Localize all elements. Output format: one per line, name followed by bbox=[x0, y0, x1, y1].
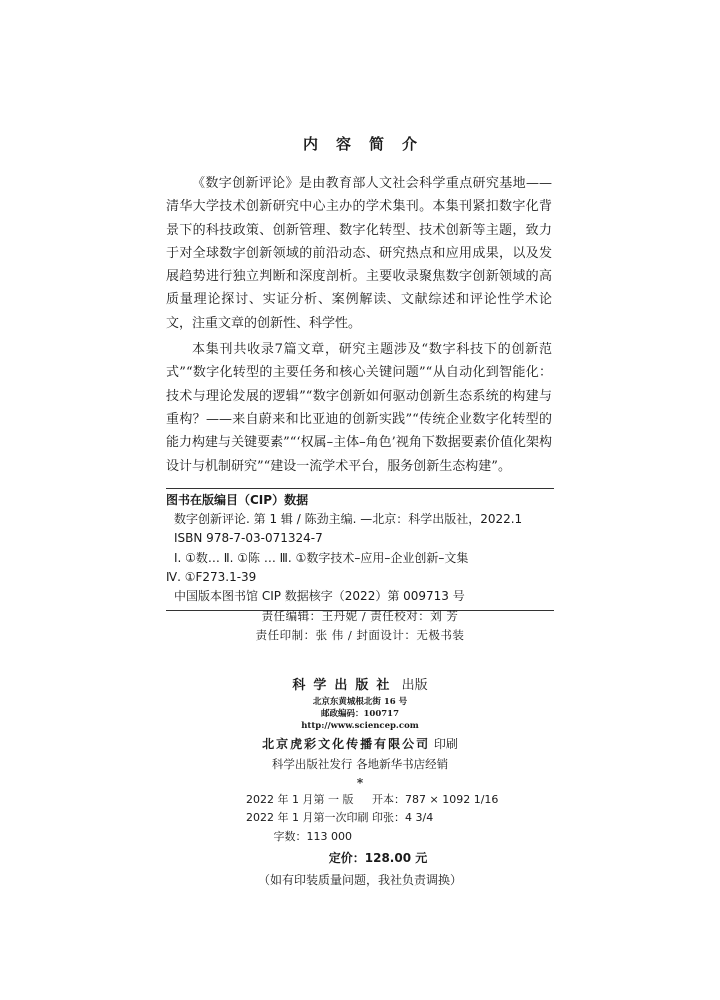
cip-data-block bbox=[166, 488, 554, 611]
publisher-url: http://www.sciencep.com bbox=[301, 721, 419, 731]
spec-row-words bbox=[0, 828, 720, 846]
editor-credits bbox=[0, 607, 720, 645]
summary-paragraph-2: 本集刊共收录7篇文章，研究主题涉及“数字科技下的创新范式”“数字化转型的主要任务和核心关键问题”“从自动化到智能化：技术与理论发展的逻辑”“数字创新如何驱动创新生态系统的构建与重构？——来自蔚来和比亚迪的创新实践”“传统企业数字化转型的能力构建与关键要素”“‘权属–主体–角色’视角下数据要素价值化架构设计与机制研究”“建设一流学术平台，服务创新生态构建”。 bbox=[166, 342, 552, 474]
publisher-name: 科学出版社 bbox=[292, 678, 398, 693]
printer-name: 北京虎彩文化传播有限公司 bbox=[262, 737, 431, 751]
quality-note: （如有印装质量问题，我社负责调换） bbox=[257, 872, 462, 887]
print-specs bbox=[0, 791, 720, 890]
summary-body bbox=[166, 172, 552, 481]
cip-line-classification: Ⅳ. ①F273.1-39 bbox=[166, 569, 257, 584]
price: 定价：128.00 元 bbox=[328, 850, 428, 865]
publisher-postcode: 邮政编码：100717 bbox=[321, 709, 399, 719]
separator-star: * bbox=[356, 776, 364, 790]
publisher-line bbox=[0, 676, 720, 696]
editor-line-1: 责任编辑：王丹妮 / 责任校对：刘 芳 bbox=[261, 609, 459, 623]
cip-line-subjects: Ⅰ. ①数… Ⅱ. ①陈 … Ⅲ. ①数字技术–应用–企业创新–文集 bbox=[174, 550, 469, 565]
printed-sheets: 印张：4 3/4 bbox=[372, 811, 434, 825]
publisher-suffix: 出版 bbox=[401, 678, 428, 693]
editor-line-2: 责任印制：张 伟 / 封面设计：无极书装 bbox=[255, 628, 465, 642]
distribution-line: 科学出版社发行 各地新华书店经销 bbox=[271, 757, 449, 771]
summary-title: 内容简介 bbox=[302, 135, 435, 153]
cip-line-catalog: 数字创新评论. 第 1 辑 / 陈劲主编. —北京：科学出版社，2022.1 bbox=[174, 512, 523, 527]
print-date: 2022 年 1 月第一次印刷 bbox=[246, 811, 369, 825]
printer-suffix: 印刷 bbox=[433, 737, 458, 751]
spec-row-edition bbox=[0, 791, 720, 809]
cip-title: 图书在版编目（CIP）数据 bbox=[166, 493, 309, 507]
spec-row-printing bbox=[0, 809, 720, 827]
publisher-address: 北京东黄城根北街 16 号 bbox=[312, 697, 408, 707]
cip-line-record-number: 中国版本图书馆 CIP 数据核字（2022）第 009713 号 bbox=[174, 589, 465, 604]
printer-line bbox=[0, 734, 720, 754]
cip-line-isbn: ISBN 978-7-03-071324-7 bbox=[174, 531, 323, 546]
summary-paragraph-1: 《数字创新评论》是由教育部人文社会科学重点研究基地——清华大学技术创新研究中心主办的学术集刊。本集刊紧扣数字化背景下的科技政策、创新管理、数字化转型、技术创新等主题，致力于对全球数字创新领域的前沿动态、研究热点和应用成果，以及发展趋势进行独立判断和深度剖析。主要收录聚焦数字创新领域的高质量理论探讨、实证分析、案例解读、文献综述和评论性学术论文，注重文章的创新性、科学性。 bbox=[166, 176, 552, 331]
word-count: 字数：113 000 bbox=[273, 829, 352, 843]
publisher-block bbox=[0, 676, 720, 792]
edition-date: 2022 年 1 月第 一 版 bbox=[246, 793, 354, 806]
book-format: 开本：787 × 1092 1/16 bbox=[372, 793, 499, 806]
